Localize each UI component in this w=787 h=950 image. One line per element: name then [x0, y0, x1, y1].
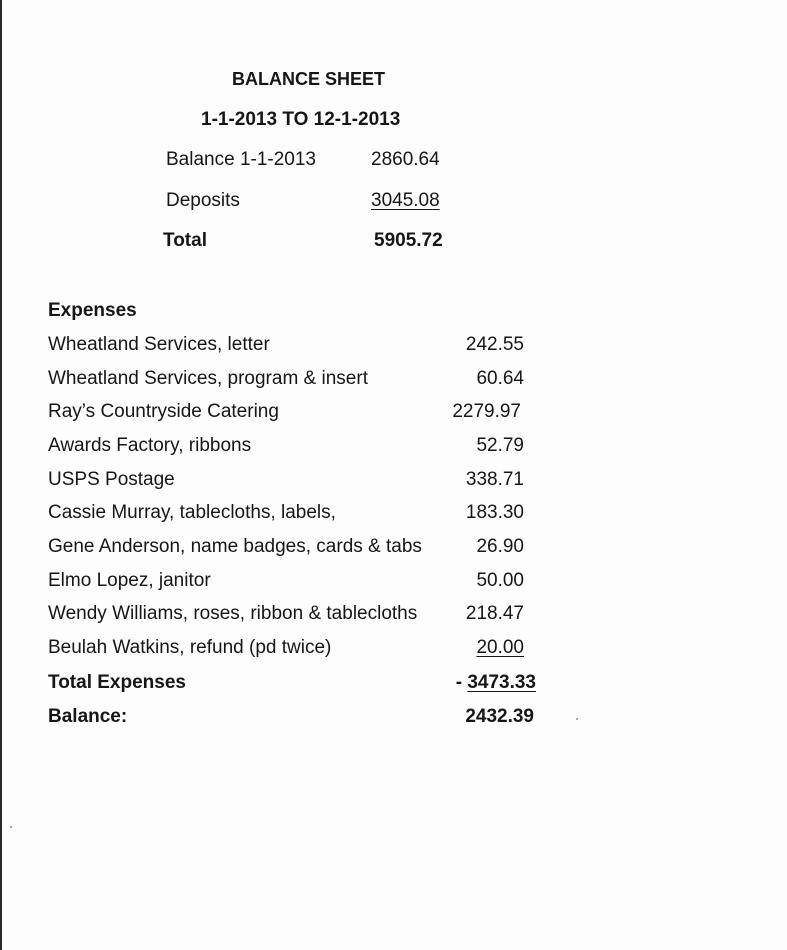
summary-value-balance: 2860.64	[371, 149, 440, 170]
balance-label: Balance:	[48, 706, 128, 727]
document-title: BALANCE SHEET	[232, 69, 386, 89]
expense-label: Gene Anderson, name badges, cards & tabs	[48, 536, 422, 557]
expense-value: 50.00	[476, 570, 524, 591]
total-expenses-value	[456, 672, 536, 694]
total-expenses-amount: 3473.33	[467, 672, 536, 693]
expense-value: 60.64	[476, 368, 524, 389]
expense-value: 26.90	[476, 536, 524, 557]
expenses-heading: Expenses	[48, 300, 137, 321]
expense-value: 2279.97	[452, 401, 521, 422]
expense-label: Elmo Lopez, janitor	[48, 570, 211, 591]
expense-value: 242.55	[465, 334, 524, 355]
expense-label: Beulah Watkins, refund (pd twice)	[48, 637, 332, 658]
expense-label: Wendy Williams, roses, ribbon & tablecloths	[48, 603, 418, 624]
expense-label: USPS Postage	[48, 469, 175, 490]
summary-label-balance: Balance 1-1-2013	[166, 149, 316, 170]
scan-speck	[10, 826, 12, 828]
summary-label-deposits: Deposits	[166, 190, 240, 211]
page-left-edge	[0, 0, 2, 950]
expense-label: Cassie Murray, tablecloths, labels,	[48, 502, 336, 523]
balance-value: 2432.39	[465, 706, 534, 727]
total-expenses-sign: -	[455, 672, 468, 693]
expense-label: Awards Factory, ribbons	[48, 435, 252, 456]
expense-value: 218.47	[465, 603, 524, 624]
document-period: 1-1-2013 TO 12-1-2013	[201, 109, 401, 130]
summary-label-total: Total	[163, 230, 207, 251]
summary-value-total: 5905.72	[374, 230, 443, 251]
expense-value: 52.79	[476, 435, 524, 456]
expense-value: 183.30	[465, 502, 524, 523]
expense-value: 20.00	[476, 637, 524, 658]
expense-value: 338.71	[465, 469, 524, 490]
summary-value-deposits: 3045.08	[371, 190, 440, 211]
expense-label: Wheatland Services, program & insert	[48, 368, 368, 389]
scan-speck	[576, 718, 578, 720]
expense-label: Wheatland Services, letter	[48, 334, 270, 355]
total-expenses-label: Total Expenses	[48, 672, 186, 693]
expense-label: Ray’s Countryside Catering	[48, 401, 279, 422]
